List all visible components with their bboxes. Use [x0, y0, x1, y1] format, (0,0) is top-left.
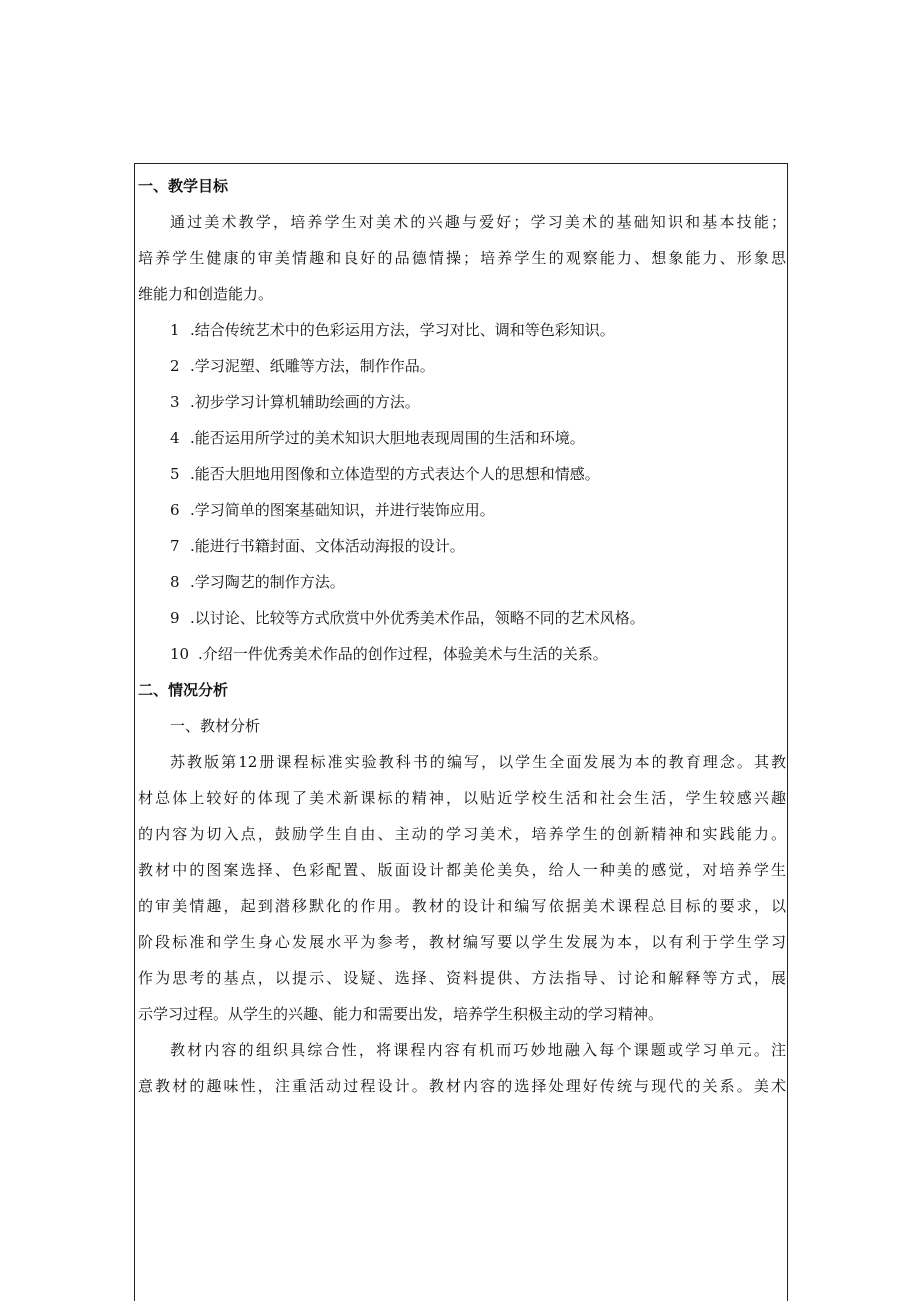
para1-line: 作为思考的基点，以提示、设疑、选择、资料提供、方法指导、讨论和解释等方式，展	[138, 969, 786, 987]
goal-item: 6 .学习简单的图案基础知识，并进行装饰应用。	[170, 501, 495, 519]
goal-item: 1 .结合传统艺术中的色彩运用方法，学习对比、调和等色彩知识。	[170, 321, 615, 339]
para1-line: 材总体上较好的体现了美术新课标的精神，以贴近学校生活和社会生活，学生较感兴趣	[138, 789, 786, 807]
intro-line-1: 通过美术教学，培养学生对美术的兴趣与爱好；学习美术的基础知识和基本技能；	[170, 213, 786, 231]
subheading-textbook-analysis: 一、教材分析	[170, 717, 261, 735]
para1-line: 的内容为切入点，鼓励学生自由、主动的学习美术，培养学生的创新精神和实践能力。	[138, 825, 786, 843]
para1-line: 教材中的图案选择、色彩配置、版面设计都美伦美奂，给人一种美的感觉，对培养学生	[138, 861, 786, 879]
intro-line-3: 维能力和创造能力。	[138, 285, 274, 303]
para2-line: 意教材的趣味性，注重活动过程设计。教材内容的选择处理好传统与现代的关系。美术	[138, 1077, 786, 1095]
goal-item: 8 .学习陶艺的制作方法。	[170, 573, 345, 591]
goal-item: 7 .能进行书籍封面、文体活动海报的设计。	[170, 537, 465, 555]
section-heading-teaching-goals: 一、教学目标	[138, 177, 229, 195]
intro-line-2: 培养学生健康的审美情趣和良好的品德情操；培养学生的观察能力、想象能力、形象思	[138, 249, 786, 267]
para2-line: 教材内容的组织具综合性，将课程内容有机而巧妙地融入每个课题或学习单元。注	[170, 1041, 786, 1059]
goal-item: 5 .能否大胆地用图像和立体造型的方式表达个人的思想和情感。	[170, 465, 600, 483]
para1-line: 苏教版第12册课程标准实验教科书的编写，以学生全面发展为本的教育理念。其教	[170, 753, 786, 771]
goal-item: 9 .以讨论、比较等方式欣赏中外优秀美术作品，领略不同的艺术风格。	[170, 609, 645, 627]
section-heading-situation-analysis: 二、情况分析	[138, 681, 229, 699]
para1-line: 阶段标准和学生身心发展水平为参考，教材编写要以学生发展为本，以有利于学生学习	[138, 933, 786, 951]
goal-item: 2 .学习泥塑、纸雕等方法，制作作品。	[170, 357, 435, 375]
para1-line: 示学习过程。从学生的兴趣、能力和需要出发，培养学生积极主动的学习精神。	[138, 1005, 664, 1023]
goal-item: 3 .初步学习计算机辅助绘画的方法。	[170, 393, 420, 411]
para1-line: 的审美情趣，起到潜移默化的作用。教材的设计和编写依据美术课程总目标的要求，以	[138, 897, 786, 915]
goal-item: 10 .介绍一件优秀美术作品的创作过程，体验美术与生活的关系。	[170, 645, 608, 663]
goal-item: 4 .能否运用所学过的美术知识大胆地表现周围的生活和环境。	[170, 429, 585, 447]
